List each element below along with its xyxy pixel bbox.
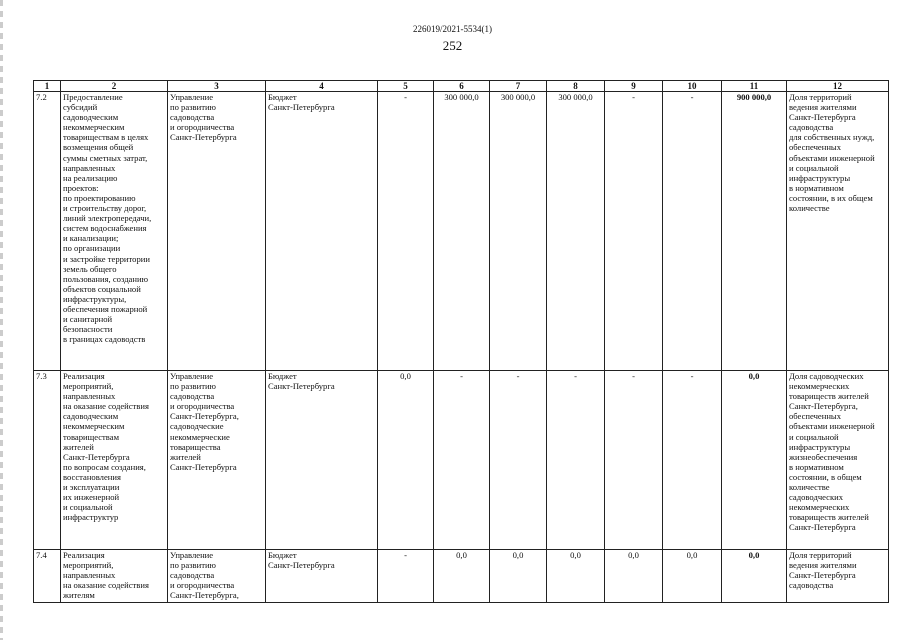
value-cell: 0,0	[605, 550, 663, 603]
activity-description: Реализация мероприятий, направленных на оказание содействия жителям	[61, 550, 168, 603]
funding-source: Бюджет Санкт-Петербурга	[266, 92, 378, 371]
program-table	[33, 80, 889, 603]
value-cell: 0,0	[663, 550, 722, 603]
header-cell: 8	[547, 81, 605, 92]
header-cell: 3	[168, 81, 266, 92]
table-row	[34, 371, 889, 550]
activity-description: Предоставление субсидий садоводческим некоммерческим товариществам в целях возмещения общей суммы сметных затрат, направленных на реализацию проектов: по проектированию и строительству дорог, линий электропередачи, систем водоснабжения и канализации; по организации и застройке территории земель общего пользования, созданию объектов социальной инфраструктуры, обеспечения пожарной и санитарной безопасности в границах садоводств	[61, 92, 168, 371]
value-cell: -	[434, 371, 490, 550]
document-number: 226019/2021-5534(1)	[413, 24, 492, 34]
executor: Управление по развитию садоводства и огородничества Санкт-Петербурга,	[168, 550, 266, 603]
header-cell: 6	[434, 81, 490, 92]
value-cell: 300 000,0	[547, 92, 605, 371]
total-cell: 0,0	[722, 371, 787, 550]
header-cell: 9	[605, 81, 663, 92]
row-id: 7.2	[34, 92, 61, 371]
executor: Управление по развитию садоводства и огородничества Санкт-Петербурга	[168, 92, 266, 371]
indicator: Доля территорий ведения жителями Санкт-Петербурга садоводства	[787, 550, 889, 603]
table-row	[34, 550, 889, 603]
executor: Управление по развитию садоводства и огородничества Санкт-Петербурга, садоводческие некоммерческие товарищества жителей Санкт-Петербурга	[168, 371, 266, 550]
value-cell: -	[605, 371, 663, 550]
funding-source: Бюджет Санкт-Петербурга	[266, 371, 378, 550]
value-cell: 300 000,0	[490, 92, 547, 371]
indicator: Доля садоводческих некоммерческих товариществ жителей Санкт-Петербурга, обеспеченных объектами инженерной и социальной инфраструктуры жизнеобеспечения в нормативном состоянии, в общем количестве садоводческих некоммерческих товариществ жителей Санкт-Петербурга	[787, 371, 889, 550]
header-cell: 5	[378, 81, 434, 92]
value-cell: 0,0	[434, 550, 490, 603]
total-cell: 900 000,0	[722, 92, 787, 371]
funding-source: Бюджет Санкт-Петербурга	[266, 550, 378, 603]
header-cell: 4	[266, 81, 378, 92]
value-cell: 0,0	[547, 550, 605, 603]
table-row	[34, 92, 889, 371]
value-cell: -	[605, 92, 663, 371]
page-number: 252	[442, 38, 463, 53]
header-cell: 11	[722, 81, 787, 92]
indicator: Доля территорий ведения жителями Санкт-Петербурга садоводства для собственных нужд, обеспеченных объектами инженерной и социальной инфраструктуры в нормативном состоянии, в их общем количестве	[787, 92, 889, 371]
activity-description: Реализация мероприятий, направленных на оказание содействия садоводческим некоммерческим товариществам жителей Санкт-Петербурга по вопросам создания, восстановления и эксплуатации их инженерной и социальной инфраструктур	[61, 371, 168, 550]
scan-edge	[0, 0, 3, 640]
header-cell: 1	[34, 81, 61, 92]
value-cell: -	[378, 92, 434, 371]
value-cell: 300 000,0	[434, 92, 490, 371]
value-cell: -	[378, 550, 434, 603]
value-cell: 0,0	[490, 550, 547, 603]
value-cell: -	[547, 371, 605, 550]
total-cell: 0,0	[722, 550, 787, 603]
header-cell: 10	[663, 81, 722, 92]
header-cell: 2	[61, 81, 168, 92]
header-cell: 12	[787, 81, 889, 92]
value-cell: -	[663, 92, 722, 371]
row-id: 7.3	[34, 371, 61, 550]
value-cell: 0,0	[378, 371, 434, 550]
row-id: 7.4	[34, 550, 61, 603]
value-cell: -	[490, 371, 547, 550]
value-cell: -	[663, 371, 722, 550]
header-row	[34, 81, 889, 92]
header-cell: 7	[490, 81, 547, 92]
